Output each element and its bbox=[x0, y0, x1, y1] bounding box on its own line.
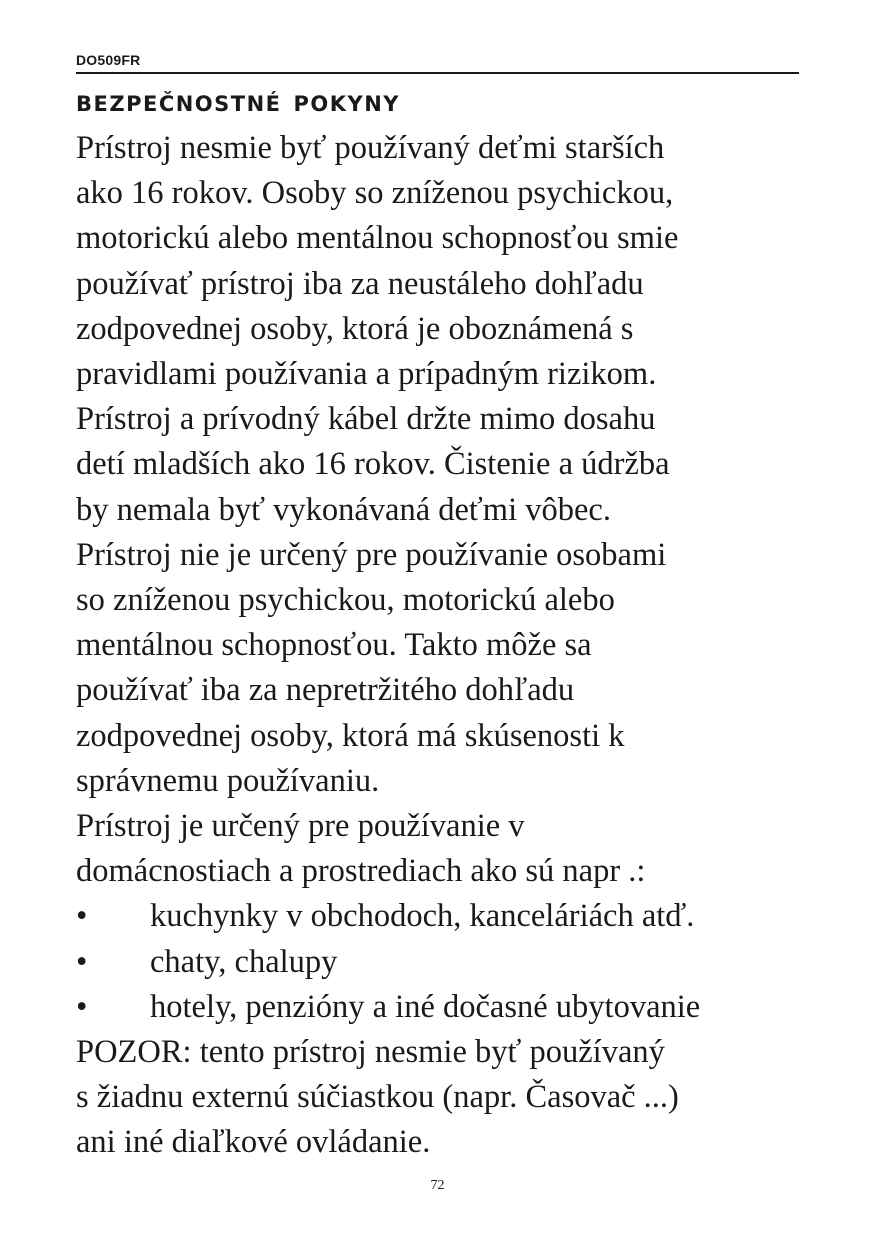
warning-line: s žiadnu externú súčiastkou (napr. Časovač ...) bbox=[76, 1079, 679, 1116]
bullet-icon: • bbox=[76, 943, 88, 980]
body-line: ako 16 rokov. Osoby so zníženou psychickou, bbox=[76, 175, 674, 212]
bullet-item bbox=[76, 894, 816, 939]
body-line: Prístroj nie je určený pre používanie osobami bbox=[76, 536, 667, 573]
bullet-text: kuchynky v obchodoch, kanceláriách atď. bbox=[150, 898, 695, 935]
section-title: bezpečnostné pokyny bbox=[76, 84, 400, 119]
warning-line: ani iné diaľkové ovládanie. bbox=[76, 1124, 431, 1161]
warning-line: POZOR: tento prístroj nesmie byť používaný bbox=[76, 1034, 665, 1071]
body-line: pravidlami používania a prípadným rizikom. bbox=[76, 356, 657, 393]
body-line: používať iba za nepretržitého dohľadu bbox=[76, 672, 575, 709]
bullet-text: chaty, chalupy bbox=[150, 943, 338, 980]
body-line: motorickú alebo mentálnou schopnosťou smie bbox=[76, 220, 679, 257]
body-line: domácnostiach a prostrediach ako sú napr .: bbox=[76, 853, 646, 890]
body-line: by nemala byť vykonávaná deťmi vôbec. bbox=[76, 491, 611, 528]
body-line: so zníženou psychickou, motorickú alebo bbox=[76, 582, 615, 619]
bullet-icon: • bbox=[76, 988, 88, 1025]
bullet-item bbox=[76, 940, 816, 985]
bullet-text: hotely, penzióny a iné dočasné ubytovanie bbox=[150, 988, 701, 1025]
body-line: Prístroj nesmie byť používaný deťmi starších bbox=[76, 130, 665, 166]
body-line: používať prístroj iba za neustáleho dohľadu bbox=[76, 265, 644, 302]
body-line: Prístroj je určený pre používanie v bbox=[76, 808, 525, 845]
bullet-icon: • bbox=[76, 898, 88, 935]
header-divider bbox=[76, 72, 799, 74]
body-line: zodpovednej osoby, ktorá je oboznámená s bbox=[76, 310, 634, 347]
model-code: DO509FR bbox=[76, 52, 141, 68]
safety-instructions-text bbox=[76, 126, 816, 1166]
bullet-item bbox=[76, 985, 816, 1030]
body-line: detí mladších ako 16 rokov. Čistenie a údržba bbox=[76, 446, 670, 483]
body-line: Prístroj a prívodný kábel držte mimo dosahu bbox=[76, 401, 656, 438]
body-line: zodpovednej osoby, ktorá má skúsenosti k bbox=[76, 717, 625, 754]
page-number: 72 bbox=[430, 1178, 445, 1193]
body-line: mentálnou schopnosťou. Takto môže sa bbox=[76, 627, 592, 664]
body-line: správnemu používaniu. bbox=[76, 762, 380, 799]
